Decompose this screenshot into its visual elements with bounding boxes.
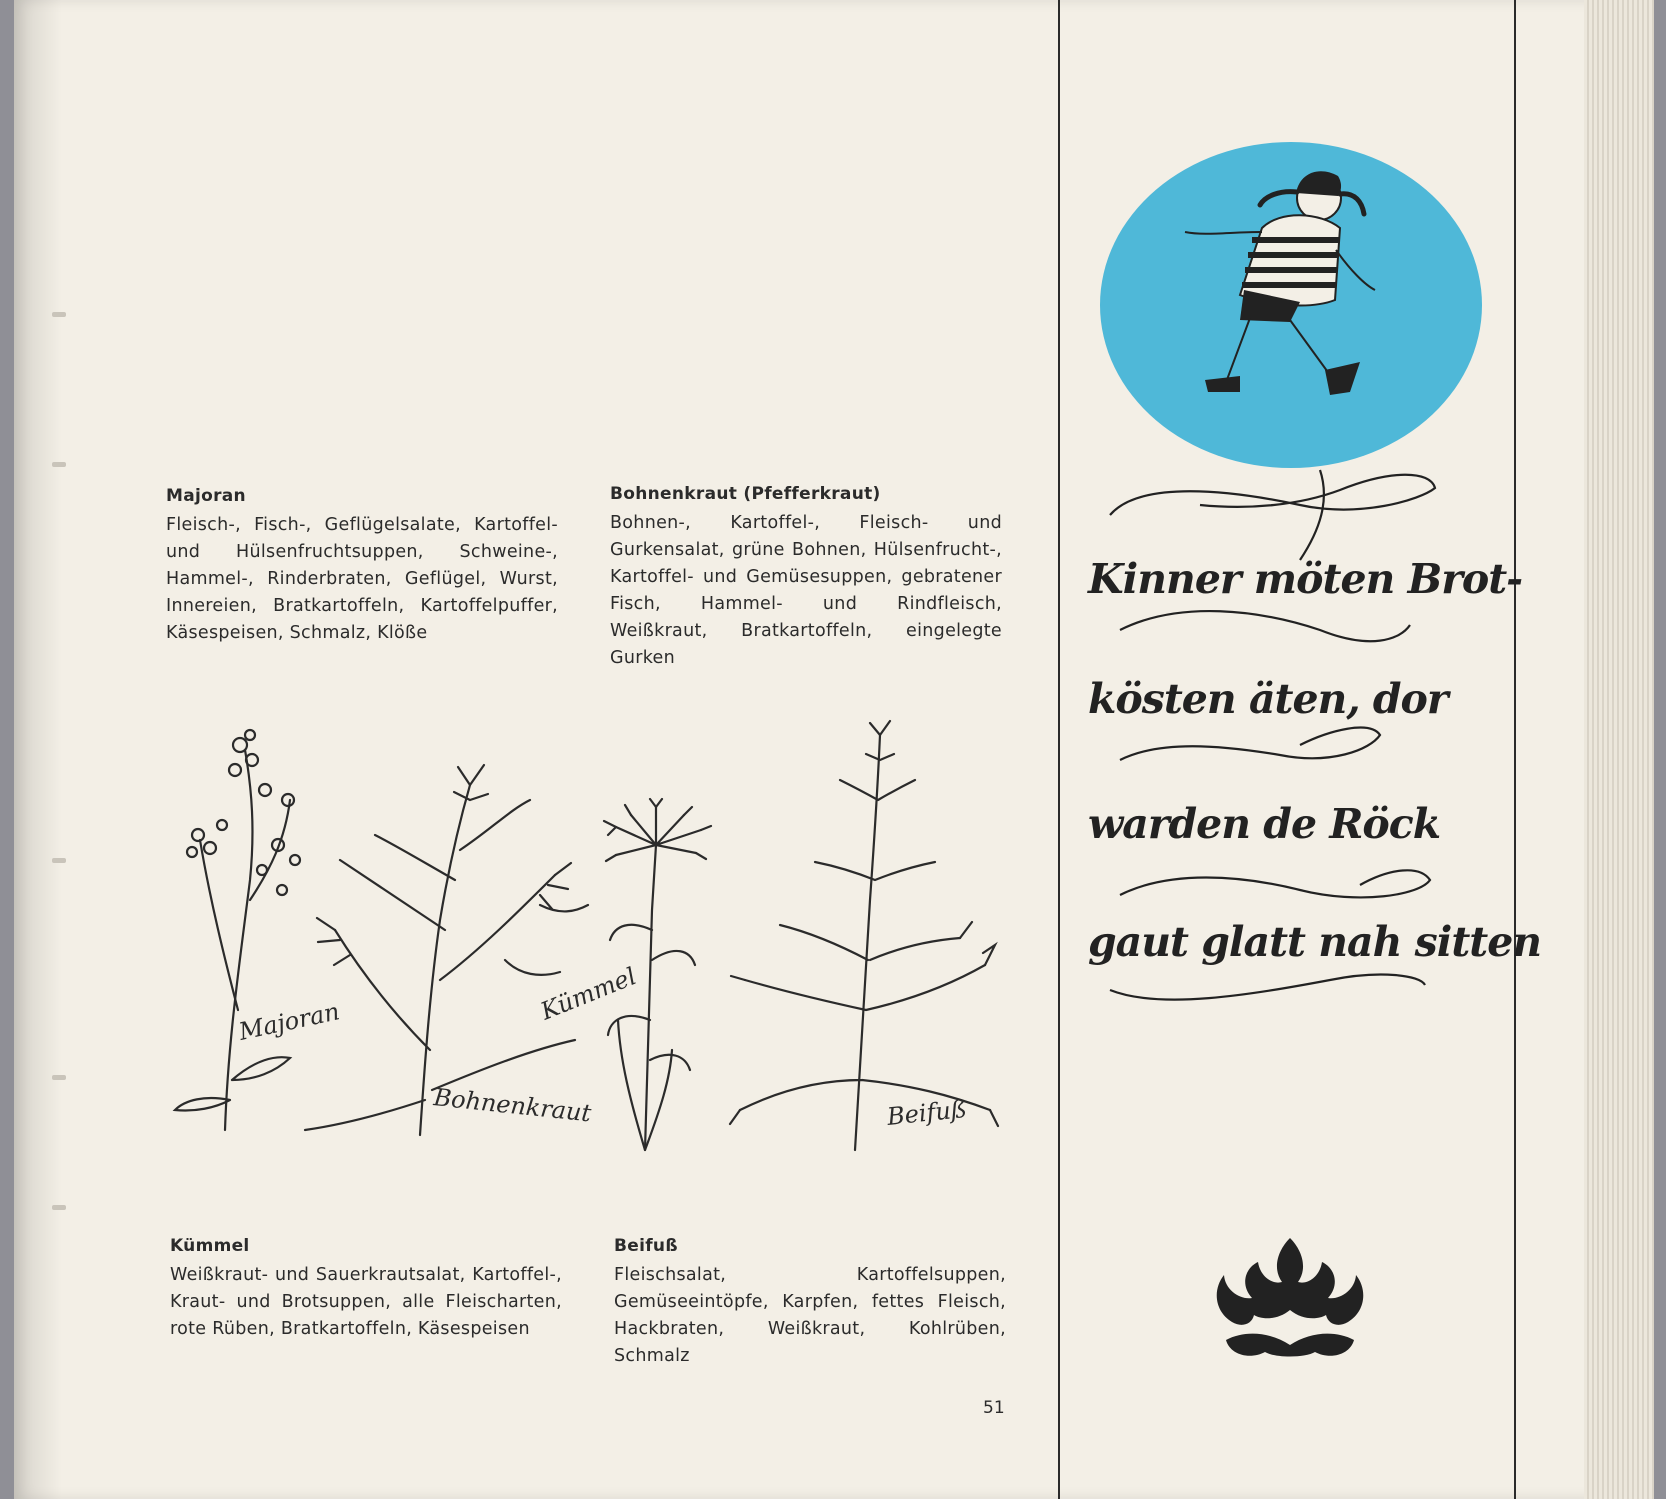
- majoran-illustration: [175, 730, 300, 1130]
- herb-illustrations: [175, 721, 998, 1150]
- verse-line-1: Kinner möten Brot-: [1088, 555, 1523, 603]
- walking-girl-illustration: [1100, 142, 1482, 468]
- label-beifuss: Beifuß: [885, 1094, 969, 1131]
- label-kuemmel: Kümmel: [536, 962, 641, 1026]
- herb-uses: Bohnen-, Kartoffel-, Fleisch- und Gurkensalat, grüne Bohnen, Hülsenfrucht-, Kartoffel- und Gemüsesuppen, gebratener Fisch, Hammel- und Rindfleisch, Weißkraut, Bratkartoffeln, eingelegte Gurken: [610, 513, 1002, 668]
- floral-ornament-icon: [1217, 1238, 1364, 1357]
- beifuss-illustration: [730, 721, 998, 1150]
- page-number: 51: [983, 1398, 1005, 1418]
- herb-title: Bohnenkraut (Pfefferkraut): [610, 484, 881, 504]
- label-bohnenkraut: Bohnenkraut: [432, 1083, 593, 1128]
- herb-title: Kümmel: [170, 1236, 250, 1256]
- herb-uses: Fleisch-, Fisch-, Geflügelsalate, Kartoffel- und Hülsenfruchtsuppen, Schweine-, Hammel-, Rinderbraten, Geflügel, Wurst, Innereien, Bratkartoffeln, Kartoffelpuffer, Käsespeisen, Schmalz, Klöße: [166, 515, 558, 643]
- bohnenkraut-illustration: [305, 765, 588, 1135]
- verse-line-3: warden de Röck: [1088, 800, 1441, 848]
- verse-line-2: kösten äten, dor: [1088, 675, 1448, 723]
- herb-title: Beifuß: [614, 1236, 678, 1256]
- herb-title: Majoran: [166, 486, 246, 506]
- label-majoran: Majoran: [236, 997, 343, 1046]
- herb-uses: Fleischsalat, Kartoffelsuppen, Gemüseeintöpfe, Karpfen, fettes Fleisch, Hackbraten, Weißkraut, Kohlrüben, Schmalz: [614, 1265, 1006, 1366]
- herb-uses: Weißkraut- und Sauerkrautsalat, Kartoffel-, Kraut- und Brotsuppen, alle Fleischarten, rote Rüben, Bratkartoffeln, Käsespeisen: [170, 1265, 562, 1339]
- verse-line-4: gaut glatt nah sitten: [1088, 918, 1542, 966]
